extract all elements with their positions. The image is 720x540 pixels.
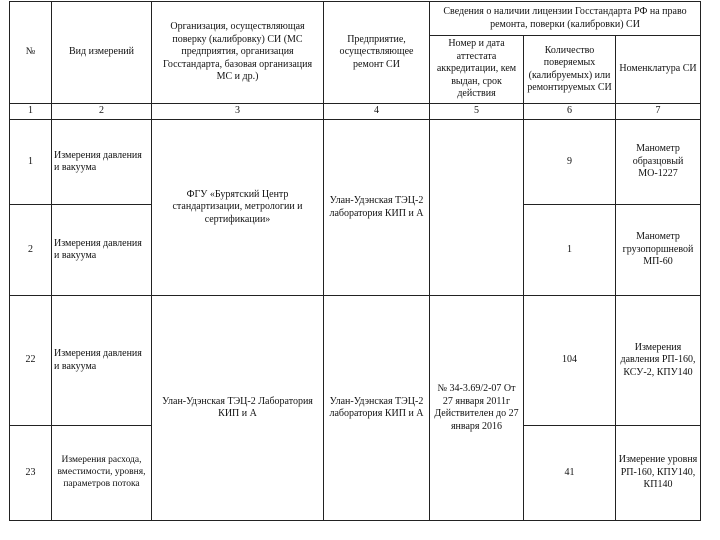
header-quantity: Количество поверяемых (калибруемых) или ремонтируемых СИ <box>524 36 616 104</box>
header-license-group: Сведения о наличии лицензии Госстандарта РФ на право ремонта, поверки (калибровки) СИ <box>430 2 701 36</box>
quantity-cell: 104 <box>524 296 616 426</box>
table-row <box>10 120 701 205</box>
nomenclature-cell: Манометр грузопоршневой МП-60 <box>616 205 701 296</box>
column-number: 2 <box>52 104 152 120</box>
measurement-kind-cell: Измерения давления и вакуума <box>52 205 152 296</box>
row-number: 22 <box>10 296 52 426</box>
column-number: 7 <box>616 104 701 120</box>
accreditation-cell <box>430 120 524 296</box>
column-number: 4 <box>324 104 430 120</box>
accreditation-cell: № 34-3.69/2-07 От 27 января 2011г Действителен до 27 января 2016 <box>430 296 524 521</box>
repair-enterprise-cell: Улан-Удэнская ТЭЦ-2 лаборатория КИП и А <box>324 296 430 521</box>
verifying-organization-cell: ФГУ «Бурятский Центр стандартизации, метрологии и сертификации» <box>152 120 324 296</box>
header-verifying-organization: Организация, осуществляющая поверку (калибровку) СИ (МС предприятия, организация Госстандарта, базовая организация МС и др.) <box>152 2 324 104</box>
quantity-cell: 41 <box>524 426 616 521</box>
measurement-kind-cell: Измерения расхода, вместимости, уровня, параметров потока <box>52 426 152 521</box>
verifying-organization-cell: Улан-Удэнская ТЭЦ-2 Лаборатория КИП и А <box>152 296 324 521</box>
column-number: 1 <box>10 104 52 120</box>
header-measurement-kind: Вид измерений <box>52 2 152 104</box>
column-number: 6 <box>524 104 616 120</box>
nomenclature-cell: Измерения давления РП-160, КСУ-2, КПУ140 <box>616 296 701 426</box>
equipment-table <box>9 1 701 521</box>
nomenclature-cell: Измерение уровня РП-160, КПУ140, КП140 <box>616 426 701 521</box>
column-number: 3 <box>152 104 324 120</box>
header-repair-enterprise: Предприятие, осуществляющее ремонт СИ <box>324 2 430 104</box>
nomenclature-cell: Манометр образцовый МО-1227 <box>616 120 701 205</box>
repair-enterprise-cell: Улан-Удэнская ТЭЦ-2 лаборатория КИП и А <box>324 120 430 296</box>
row-number: 2 <box>10 205 52 296</box>
header-nomenclature: Номенклатура СИ <box>616 36 701 104</box>
row-number: 23 <box>10 426 52 521</box>
column-number: 5 <box>430 104 524 120</box>
quantity-cell: 9 <box>524 120 616 205</box>
row-number: 1 <box>10 120 52 205</box>
header-number: № <box>10 2 52 104</box>
header-accreditation: Номер и дата аттестата аккредитации, кем выдан, срок действия <box>430 36 524 104</box>
table-row <box>10 296 701 426</box>
measurement-kind-cell: Измерения давления и вакуума <box>52 120 152 205</box>
measurement-kind-cell: Измерения давления и вакуума <box>52 296 152 426</box>
quantity-cell: 1 <box>524 205 616 296</box>
